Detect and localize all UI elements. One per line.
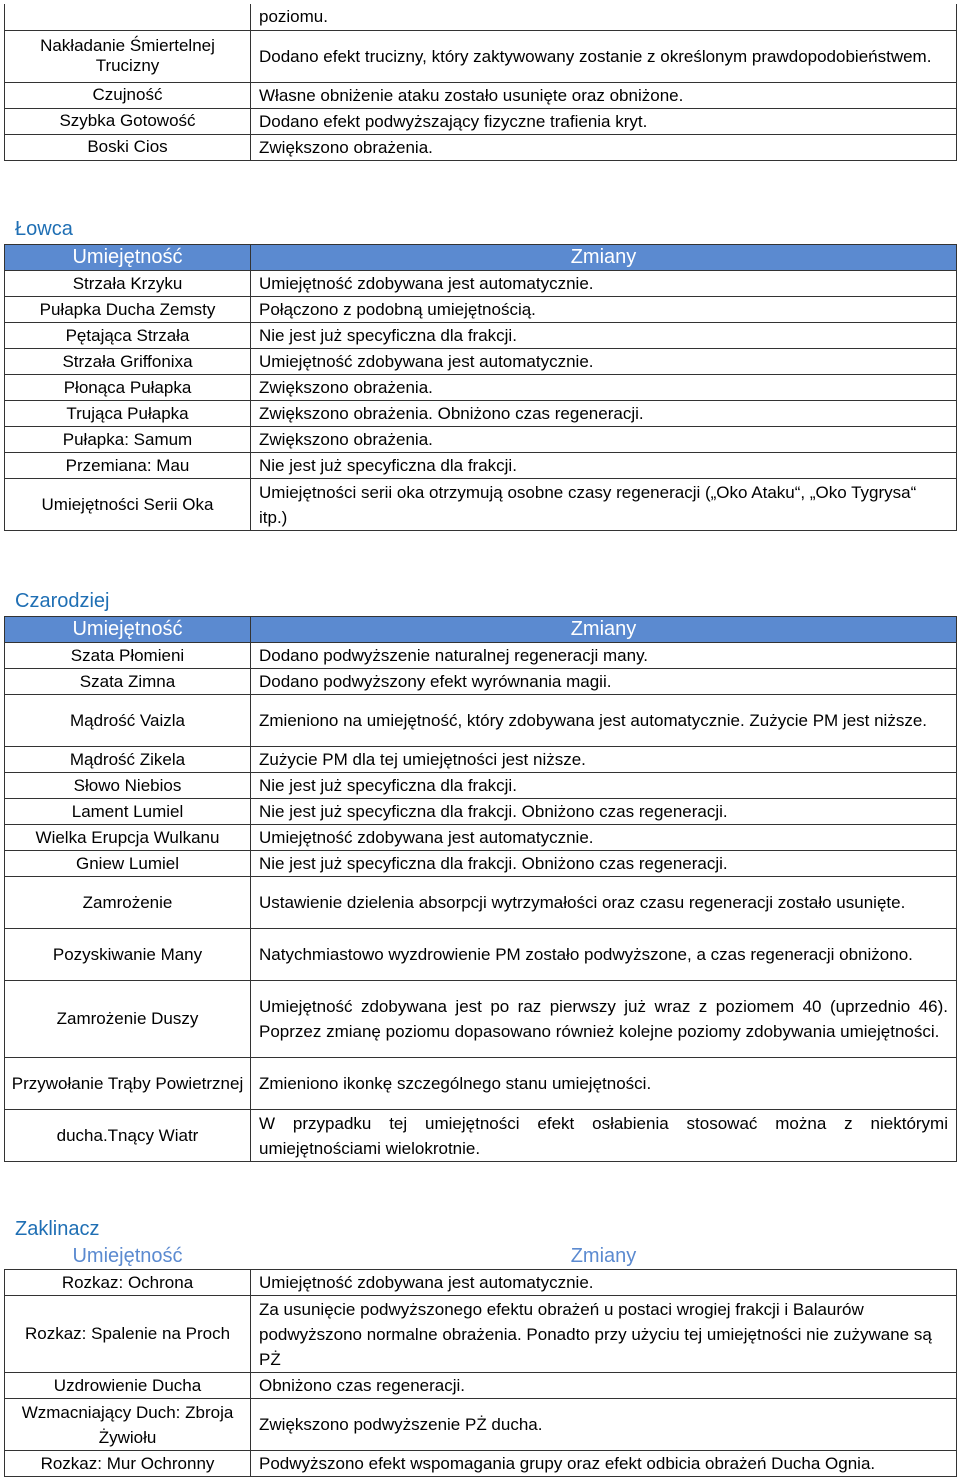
skill-cell: Trująca Pułapka — [5, 401, 251, 427]
change-cell: Dodano efekt podwyższający fizyczne trafienia kryt. — [251, 108, 957, 134]
table-row — [5, 1399, 957, 1451]
change-cell: Zużycie PM dla tej umiejętności jest niższe. — [251, 747, 957, 773]
change-cell: Zwiększono obrażenia. Obniżono czas regeneracji. — [251, 401, 957, 427]
table-row — [5, 82, 957, 108]
change-cell: Nie jest już specyficzna dla frakcji. Obniżono czas regeneracji. — [251, 851, 957, 877]
change-cell: Nie jest już specyficzna dla frakcji. — [251, 453, 957, 479]
skill-cell: Szata Zimna — [5, 669, 251, 695]
table-row — [5, 1058, 957, 1110]
change-cell: poziomu. — [251, 4, 957, 30]
table-row — [5, 825, 957, 851]
skill-cell: Umiejętności Serii Oka — [5, 479, 251, 531]
change-cell: Zmieniono na umiejętność, który zdobywana jest automatycznie. Zużycie PM jest niższe. — [251, 695, 957, 747]
skill-cell: Pułapka: Samum — [5, 427, 251, 453]
table-row — [5, 929, 957, 981]
skill-cell: Rozkaz: Spalenie na Proch — [5, 1296, 251, 1373]
skill-cell: Pozyskiwanie Many — [5, 929, 251, 981]
skill-cell: Strzała Krzyku — [5, 271, 251, 297]
change-cell: Dodano podwyższony efekt wyrównania magii. — [251, 669, 957, 695]
table-row — [5, 1373, 957, 1399]
header-changes: Zmiany — [251, 617, 957, 643]
skill-cell: Pętająca Strzała — [5, 323, 251, 349]
change-cell: Nie jest już specyficzna dla frakcji. — [251, 773, 957, 799]
change-cell: Podwyższono efekt wspomagania grupy oraz efekt odbicia obrażeń Ducha Ognia. — [251, 1451, 957, 1477]
table-row — [5, 669, 957, 695]
section-title-zaklinacz: Zaklinacz — [15, 1218, 100, 1240]
skill-cell: ducha.Tnący Wiatr — [5, 1110, 251, 1162]
table-row — [5, 981, 957, 1058]
skill-cell: Gniew Lumiel — [5, 851, 251, 877]
table-row — [5, 134, 957, 160]
change-cell: Dodano efekt trucizny, który zaktywowany zostanie z określonym prawdopodobieństwem. — [251, 30, 957, 82]
header-skill: Umiejętność — [5, 1244, 251, 1270]
table-row — [5, 349, 957, 375]
change-cell: Za usunięcie podwyższonego efektu obrażeń u postaci wrogiej frakcji i Balaurów podwyższono normalne obrażenia. Ponadto przy użyciu tej umiejętności nie zużywane są PŻ — [251, 1296, 957, 1373]
change-cell: Dodano podwyższenie naturalnej regeneracji many. — [251, 643, 957, 669]
table-row — [5, 877, 957, 929]
change-cell: Własne obniżenie ataku zostało usunięte oraz obniżone. — [251, 82, 957, 108]
skill-cell: Lament Lumiel — [5, 799, 251, 825]
skill-cell: Nakładanie Śmiertelnej Trucizny — [5, 30, 251, 82]
czarodziej-skills-table — [4, 616, 957, 1162]
table-header-row — [5, 245, 957, 271]
zaklinacz-skills-table — [4, 1244, 957, 1477]
table-row — [5, 1270, 957, 1296]
header-changes: Zmiany — [251, 1244, 957, 1270]
top-skills-table — [4, 4, 957, 161]
skill-cell: Pułapka Ducha Zemsty — [5, 297, 251, 323]
skill-cell: Wielka Erupcja Wulkanu — [5, 825, 251, 851]
change-cell: Zwiększono obrażenia. — [251, 134, 957, 160]
change-cell: Umiejętności serii oka otrzymują osobne czasy regeneracji („Oko Ataku“, „Oko Tygrysa“ itp.) — [251, 479, 957, 531]
change-cell: Zwiększono obrażenia. — [251, 427, 957, 453]
table-row — [5, 1451, 957, 1477]
table-row — [5, 695, 957, 747]
table-row — [5, 453, 957, 479]
table-row — [5, 1296, 957, 1373]
change-cell: W przypadku tej umiejętności efekt osłabienia stosować można z niektórymi umiejętnościami wielokrotnie. — [251, 1110, 957, 1162]
table-row — [5, 323, 957, 349]
change-cell: Obniżono czas regeneracji. — [251, 1373, 957, 1399]
skill-cell — [5, 4, 251, 30]
skill-cell: Przemiana: Mau — [5, 453, 251, 479]
table-row — [5, 375, 957, 401]
table-row — [5, 643, 957, 669]
table-row — [5, 4, 957, 30]
table-row — [5, 108, 957, 134]
skill-cell: Płonąca Pułapka — [5, 375, 251, 401]
table-row — [5, 773, 957, 799]
change-cell: Nie jest już specyficzna dla frakcji. — [251, 323, 957, 349]
skill-cell: Słowo Niebios — [5, 773, 251, 799]
skill-cell: Wzmacniający Duch: Zbroja Żywiołu — [5, 1399, 251, 1451]
skill-cell: Szybka Gotowość — [5, 108, 251, 134]
skill-cell: Uzdrowienie Ducha — [5, 1373, 251, 1399]
skill-cell: Mądrość Vaizla — [5, 695, 251, 747]
skill-cell: Rozkaz: Ochrona — [5, 1270, 251, 1296]
table-row — [5, 851, 957, 877]
table-row — [5, 1110, 957, 1162]
change-cell: Ustawienie dzielenia absorpcji wytrzymałości oraz czasu regeneracji zostało usunięte. — [251, 877, 957, 929]
skill-cell: Boski Cios — [5, 134, 251, 160]
skill-cell: Szata Płomieni — [5, 643, 251, 669]
change-cell: Umiejętność zdobywana jest automatycznie. — [251, 349, 957, 375]
skill-cell: Rozkaz: Mur Ochronny — [5, 1451, 251, 1477]
table-row — [5, 30, 957, 82]
table-row — [5, 401, 957, 427]
table-row — [5, 271, 957, 297]
change-cell: Umiejętność zdobywana jest automatycznie. — [251, 271, 957, 297]
header-skill: Umiejętność — [5, 617, 251, 643]
skill-cell: Czujność — [5, 82, 251, 108]
change-cell: Zwiększono podwyższenie PŻ ducha. — [251, 1399, 957, 1451]
skill-cell: Zamrożenie Duszy — [5, 981, 251, 1058]
table-row — [5, 799, 957, 825]
table-header-row — [5, 617, 957, 643]
change-cell: Nie jest już specyficzna dla frakcji. Obniżono czas regeneracji. — [251, 799, 957, 825]
change-cell: Umiejętność zdobywana jest automatycznie. — [251, 1270, 957, 1296]
skill-cell: Zamrożenie — [5, 877, 251, 929]
change-cell: Zmieniono ikonkę szczególnego stanu umiejętności. — [251, 1058, 957, 1110]
table-header-row — [5, 1244, 957, 1270]
change-cell: Połączono z podobną umiejętnością. — [251, 297, 957, 323]
header-changes: Zmiany — [251, 245, 957, 271]
section-title-czarodziej: Czarodziej — [15, 590, 110, 612]
table-row — [5, 297, 957, 323]
change-cell: Natychmiastowo wyzdrowienie PM zostało podwyższone, a czas regeneracji obniżono. — [251, 929, 957, 981]
table-row — [5, 427, 957, 453]
skill-cell: Strzała Griffonixa — [5, 349, 251, 375]
change-cell: Zwiększono obrażenia. — [251, 375, 957, 401]
skill-cell: Przywołanie Trąby Powietrznej — [5, 1058, 251, 1110]
change-cell: Umiejętność zdobywana jest po raz pierwszy już wraz z poziomem 40 (uprzednio 46). Poprzez zmianę poziomu dopasowano również kolejne poziomy zdobywania umiejętności. — [251, 981, 957, 1058]
header-skill: Umiejętność — [5, 245, 251, 271]
table-row — [5, 747, 957, 773]
table-row — [5, 479, 957, 531]
change-cell: Umiejętność zdobywana jest automatycznie. — [251, 825, 957, 851]
lowca-skills-table — [4, 244, 957, 531]
skill-cell: Mądrość Zikela — [5, 747, 251, 773]
section-title-lowca: Łowca — [15, 218, 73, 240]
